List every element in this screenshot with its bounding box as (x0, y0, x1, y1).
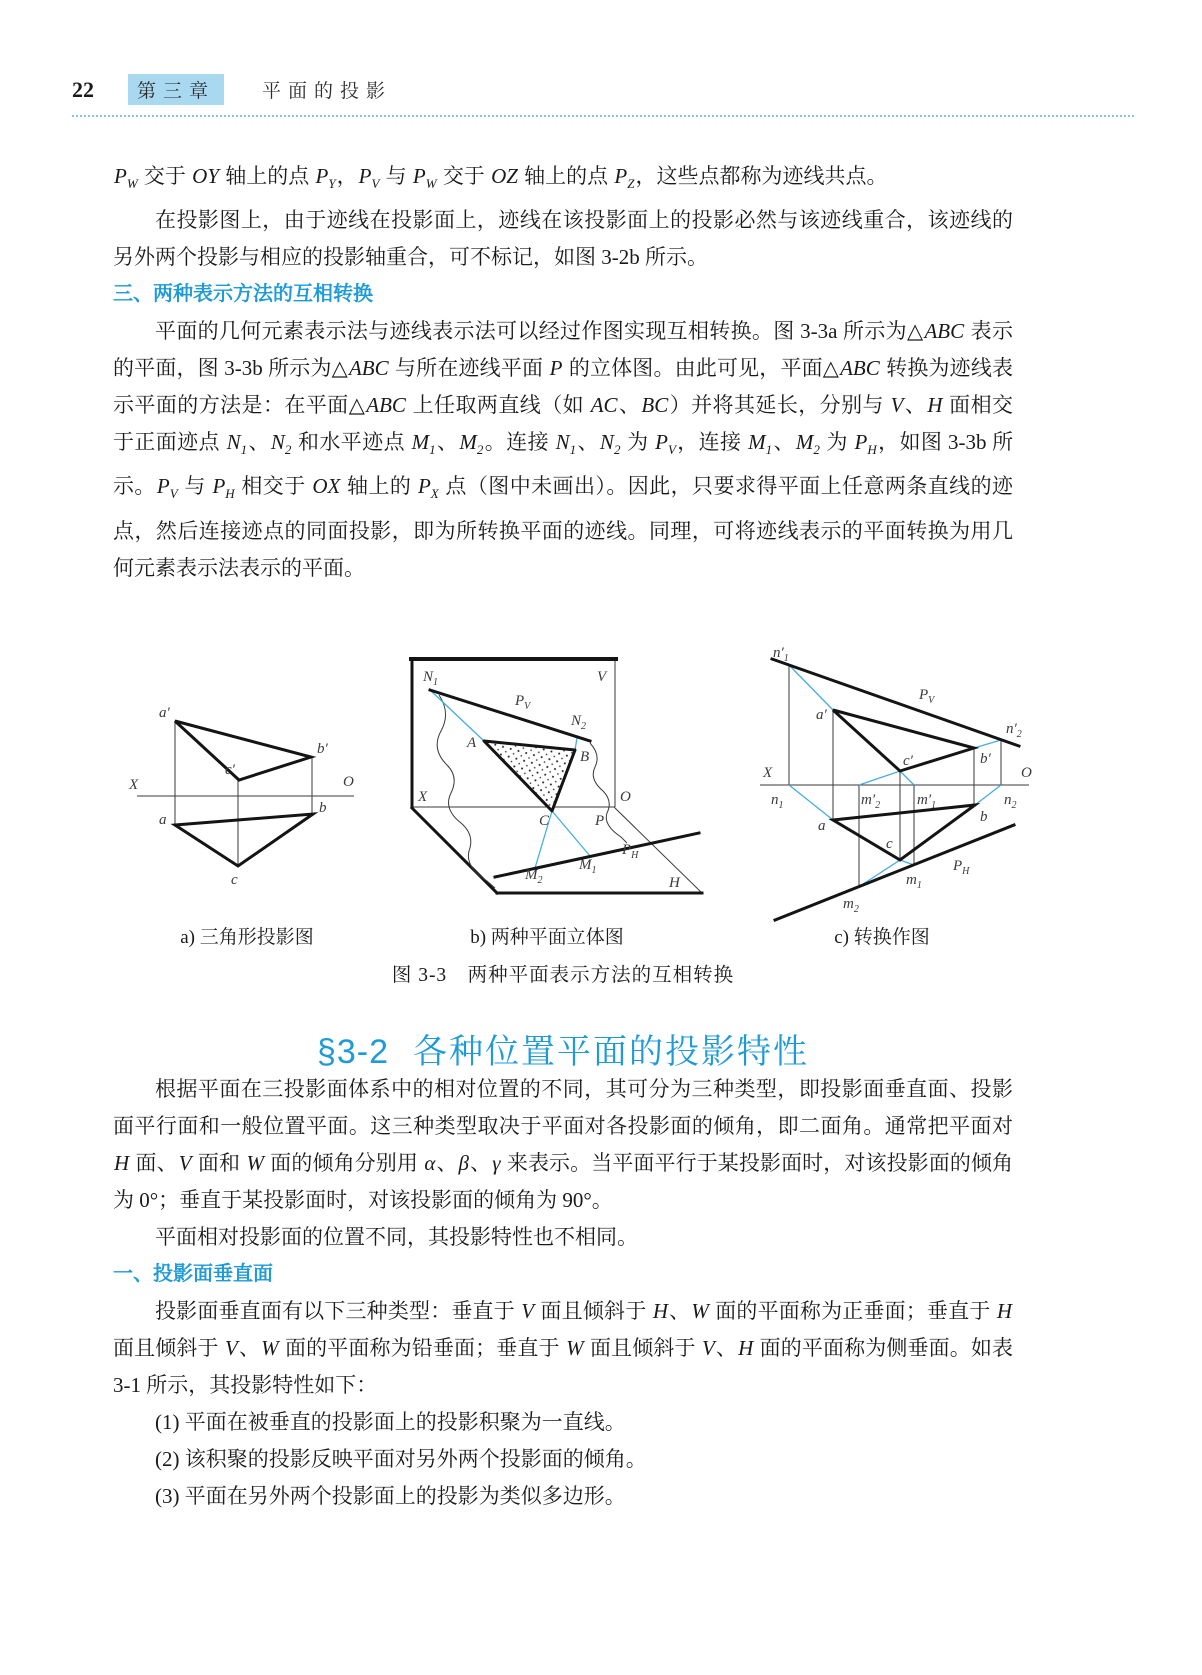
label-n1: $N_1$ (423, 668, 439, 688)
list-item-3: (3) 平面在另外两个投影面上的投影为类似多边形。 (155, 1483, 626, 1508)
label-axis-o: O (620, 788, 631, 805)
label-a-prime: a′ (159, 704, 170, 721)
label-n2: $n_2$ (1004, 791, 1017, 811)
chapter-badge: 第三章 (128, 74, 224, 105)
label-n2-prime: $n'_2$ (1006, 720, 1022, 740)
label-c: c (886, 835, 893, 852)
label-axis-x: X (763, 764, 773, 781)
label-ph: $P_H$ (622, 841, 639, 861)
label-vertex-a: A (467, 734, 477, 751)
diagram-c-conversion-construction (717, 613, 1047, 923)
label-plane-p: P (595, 812, 605, 829)
subheading-two-methods: 三、两种表示方法的互相转换 (113, 283, 373, 306)
subheading-perpendicular-planes: 一、投影面垂直面 (113, 1262, 273, 1285)
figure-subcaption-a: a) 三角形投影图 (180, 926, 314, 948)
figure-diagrams-row (117, 613, 1032, 949)
page-header (72, 74, 1134, 117)
label-m2: $m_2$ (843, 895, 859, 915)
label-b-prime: b′ (317, 740, 328, 757)
figure-subcaption-c: c) 转换作图 (834, 926, 930, 948)
paragraph-plane-types: 根据平面在三投影面体系中的相对位置的不同，其可分为三种类型，即投影面垂直面、投影面平行面和一般位置平面。这三种类型取决于平面对各投影面的倾角，即二面角。通常把平面对 H 面、V 面和 W 面的倾角分别用 α、β、γ 来表示。当平面平行于某投影面时，对该投影面的倾角为 0°；垂直于某投影面时，对该投影面的倾角为 90°。 (113, 1076, 1014, 1212)
label-plane-h: H (669, 874, 680, 891)
diagram-b-pictorial-view (377, 653, 717, 903)
paragraph-perpendicular: 投影面垂直面有以下三种类型：垂直于 V 面且倾斜于 H、W 面的平面称为正垂面；垂直于 H 面且倾斜于 V、W 面的平面称为铅垂面；垂直于 W 面且倾斜于 V、H 面的平面称为侧垂面。如表 3-1 所示，其投影特性如下： (113, 1298, 1014, 1397)
blue-construction-lines-c (789, 665, 1001, 888)
label-m2: $M_2$ (525, 866, 543, 886)
figure-subcaption-b: b) 两种平面立体图 (470, 926, 624, 948)
section-number: §3-2 (316, 1032, 390, 1071)
label-axis-o: O (1021, 764, 1032, 781)
label-ph: $P_H$ (953, 857, 970, 877)
label-a: a (818, 817, 826, 834)
list-item-1: (1) 平面在被垂直的投影面上的投影积聚为一直线。 (155, 1409, 626, 1434)
figure-3-3 (113, 613, 1032, 994)
paragraph-trace-points: $P_W$ 交于 OY 轴上的点 $P_Y$，$P_V$ 与 $P_W$ 交于 OZ 轴上的点 $P_Z$，这些点都称为迹线共点。 (114, 164, 888, 192)
label-a-prime: a′ (816, 706, 827, 723)
paragraph-position: 平面相对投影面的位置不同，其投影特性也不相同。 (155, 1224, 638, 1249)
labels-c (762, 645, 1032, 915)
label-pv: $P_V$ (919, 686, 935, 706)
triangle-edges-a (175, 721, 313, 866)
triangle-abc-stippled (484, 741, 575, 811)
figure-column-b (377, 613, 717, 949)
list-item-2: (2) 该积聚的投影反映平面对另外两个投影面的倾角。 (155, 1446, 647, 1471)
paragraph-transform: 平面的几何元素表示法与迹线表示法可以经过作图实现互相转换。图 3-3a 所示为△ABC 表示的平面，图 3-3b 所示为△ABC 与所在迹线平面 P 的立体图。由此可见，平面△ABC 转换为迹线表示平面的方法是：在平面△ABC 上任取两直线（如 AC、BC）并将其延长，分别与 V、H 面相交于正面迹点 $N_1$、$N_2$ 和水平迹点 $M_1$、$M_2$。连接 $N_1$、$N_2$ 为 $P_V$，连接 $M_1$、$M_2$ 为 $P_H$，如图 3-3b 所示。$P_V$ 与 $P_H$ 相交于 OX 轴上的 $P_X$ 点（图中未画出）。因此，只要求得平面上任意两条直线的迹点，然后连接迹点的同面投影，即为所转换平面的迹线。同理，可将迹线表示的平面转换为用几何元素表示法表示的平面。 (113, 319, 1014, 580)
trace-lines-b (430, 690, 699, 877)
label-n2: $N_2$ (571, 712, 587, 732)
label-c: c (231, 871, 238, 888)
label-axis-o: O (343, 773, 354, 790)
plane-h-outline (412, 807, 702, 893)
label-b: b (319, 799, 327, 816)
label-m1: $m_1$ (906, 871, 922, 891)
label-c-prime: c′ (225, 761, 235, 778)
label-plane-v: V (597, 668, 607, 685)
section-title (113, 1034, 1013, 1071)
label-pv: $P_V$ (515, 692, 531, 712)
label-vertex-c: C (539, 812, 550, 829)
page-content (113, 158, 1032, 1515)
page-number: 22 (72, 76, 94, 102)
section-title-text: 各种位置平面的投影特性 (413, 1032, 810, 1071)
label-vertex-b: B (580, 748, 590, 765)
diagram-a-triangle-projection (117, 653, 377, 893)
label-c-prime: c′ (903, 752, 913, 769)
plane-v-outline (411, 659, 616, 807)
label-axis-x: X (418, 788, 428, 805)
trace-lines-c (772, 659, 1019, 920)
construction-lines-c (760, 665, 1029, 888)
chapter-title: 平面的投影 (262, 81, 393, 102)
label-m1: $M_1$ (579, 856, 597, 876)
figure-caption: 图 3-3 两种平面表示方法的互相转换 (391, 964, 735, 986)
label-n1-prime: $n'_1$ (773, 644, 789, 664)
paragraph-projection-coincide: 在投影图上，由于迹线在投影面上，迹线在该投影面上的投影必然与该迹线重合，该迹线的另外两个投影与相应的投影轴重合，可不标记，如图 3-2b 所示。 (113, 208, 1013, 270)
label-m2-prime: $m'_2$ (861, 791, 881, 811)
label-b: b (980, 808, 988, 825)
label-m1-prime: $m'_1$ (917, 791, 937, 811)
label-n1: $n_1$ (771, 791, 784, 811)
figure-column-c (717, 613, 1047, 949)
figure-column-a (117, 613, 377, 949)
label-axis-x: X (129, 776, 139, 793)
label-b-prime: b′ (980, 750, 991, 767)
label-a: a (159, 811, 167, 828)
